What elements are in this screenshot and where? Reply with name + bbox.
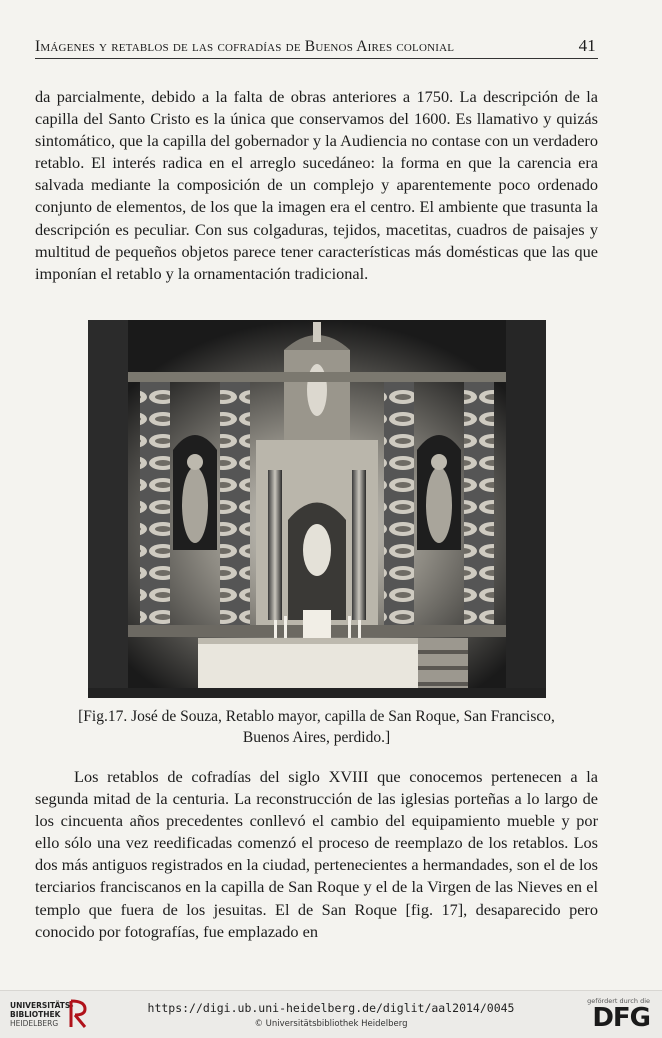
viewer-footer: [0, 990, 662, 1038]
permalink-url[interactable]: https://digi.ub.uni-heidelberg.de/diglit/aal2014/0045: [147, 1001, 515, 1015]
body-paragraph-1: da parcialmente, debido a la falta de obras anteriores a 1750. La descripción de la capilla del Santo Cristo es la única que conservamos del 1600. Es llamativo y quizás sintomático, que la capilla del gobernador y la Audiencia no contase con un verdadero retablo. El interés radica en el arreglo sucedáneo: la forma en que la carencia era salvada mediante la composición de un complejo y aparentemente poco ordenado conjunto de elementos, de los que la imagen era el centro. El ambiente que trasunta la descripción es peculiar. Con sus colgaduras, tejidos, macetitas, cuadros de paisajes y multitud de pequeños objetos parece tener características más domésticas que las que imponían el retablo y la ornamentación tradicional.: [35, 87, 598, 283]
figure-photo-retablo: [88, 320, 546, 698]
page-number: 41: [578, 36, 596, 55]
funder-note: gefördert durch die: [587, 997, 650, 1005]
funder-logo: [580, 997, 650, 1031]
figure-caption: [35, 706, 598, 748]
header-title: Imágenes y retablos de las cofradías de Buenos Aires colonial: [35, 38, 455, 55]
library-name-line-2: BIBLIOTHEK: [10, 1010, 61, 1019]
copyright-notice: © Universitätsbibliothek Heidelberg: [254, 1019, 408, 1029]
retablo-photograph: [88, 320, 546, 698]
caption-line-2: Buenos Aires, perdido.]: [242, 729, 391, 746]
body-paragraph-2: Los retablos de cofradías del siglo XVIII que conocemos pertenecen a la segunda mitad de la centuria. La reconstrucción de las iglesias porteñas a lo largo de los cincuenta años precedentes conllevó el cambio del equipamiento mueble y por ello sólo una vez reedificadas comenzó el proceso de reemplazo de los retablos. Los dos más antiguos registrados en la ciudad, pertenecientes a hermandades, son el de los terciarios franciscanos en la capilla de San Roque y el de la Virgen de las Nieves en el templo que fuera de los jesuitas. El de San Roque [fig. 17], desaparecido pero conocido por fotografías, fue emplazado en: [35, 767, 598, 941]
funder-name: DFG: [592, 1003, 650, 1033]
library-name-line-3: HEIDELBERG: [10, 1019, 59, 1028]
caption-line-1: [Fig.17. José de Souza, Retablo mayor, capilla de San Roque, San Francisco,: [78, 708, 555, 725]
running-header: [35, 36, 598, 59]
library-name-line-1: UNIVERSITÄTS-: [10, 1001, 74, 1010]
